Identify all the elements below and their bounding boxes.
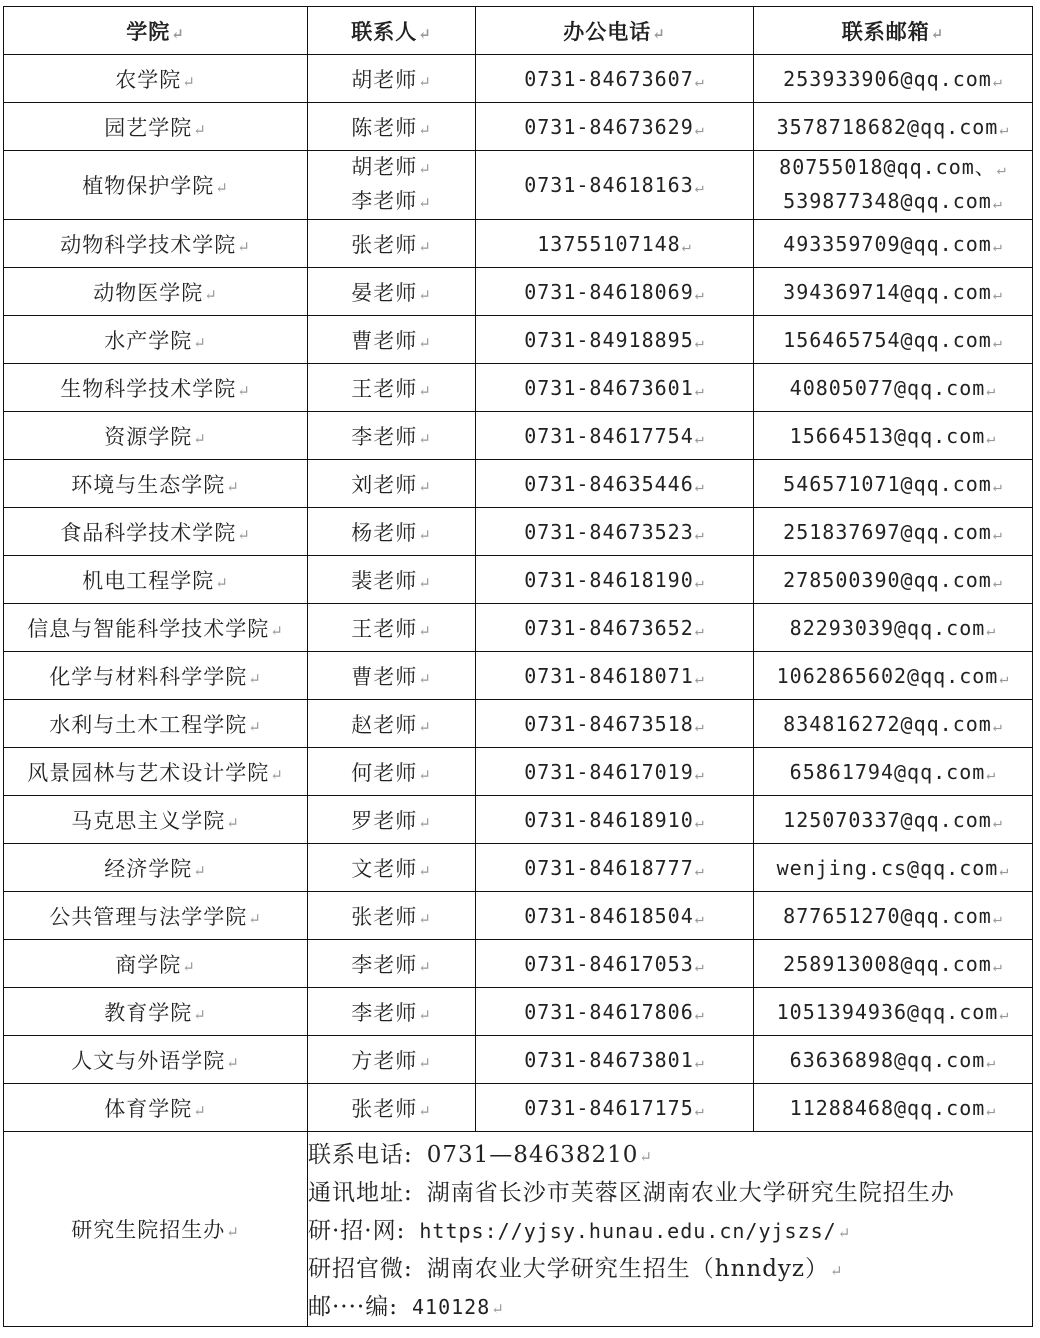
email-cell: 40805077@qq.com↵ bbox=[754, 364, 1033, 412]
college-cell: 食品科学技术学院↵ bbox=[4, 508, 308, 556]
contact-cell: 陈老师↵ bbox=[308, 103, 476, 151]
phone-cell: 0731-84673601↵ bbox=[476, 364, 754, 412]
contact-cell: 何老师↵ bbox=[308, 748, 476, 796]
phone-cell: 0731-84618071↵ bbox=[476, 652, 754, 700]
table-row bbox=[4, 844, 1033, 892]
contact-cell: 李老师↵ bbox=[308, 988, 476, 1036]
table-row bbox=[4, 151, 1033, 220]
contact-cell: 刘老师↵ bbox=[308, 460, 476, 508]
table-row bbox=[4, 316, 1033, 364]
email-cell: 80755018@qq.com、↵ 539877348@qq.com↵ bbox=[754, 151, 1033, 220]
email-cell: 251837697@qq.com↵ bbox=[754, 508, 1033, 556]
office-info-line: 联系电话: 0731—84638210↵ bbox=[308, 1136, 1032, 1174]
header-row bbox=[4, 7, 1033, 55]
table-row bbox=[4, 796, 1033, 844]
office-info-value: 湖南农业大学研究生招生（hnndyz） bbox=[426, 1256, 830, 1282]
phone-cell: 0731-84617053↵ bbox=[476, 940, 754, 988]
contact-cell: 王老师↵ bbox=[308, 364, 476, 412]
header-college: 学院↵ bbox=[4, 7, 308, 55]
phone-cell: 0731-84673607↵ bbox=[476, 55, 754, 103]
office-info-label: 研招官微: bbox=[308, 1256, 413, 1282]
table-row bbox=[4, 220, 1033, 268]
college-cell: 信息与智能科学技术学院↵ bbox=[4, 604, 308, 652]
college-cell: 环境与生态学院↵ bbox=[4, 460, 308, 508]
college-cell: 动物医学院↵ bbox=[4, 268, 308, 316]
college-cell: 园艺学院↵ bbox=[4, 103, 308, 151]
table-row bbox=[4, 364, 1033, 412]
contact-cell: 张老师↵ bbox=[308, 220, 476, 268]
email-cell: 65861794@qq.com↵ bbox=[754, 748, 1033, 796]
contact-cell: 文老师↵ bbox=[308, 844, 476, 892]
phone-cell: 0731-84635446↵ bbox=[476, 460, 754, 508]
college-cell: 水产学院↵ bbox=[4, 316, 308, 364]
contact-table bbox=[3, 6, 1033, 1327]
email-cell: 877651270@qq.com↵ bbox=[754, 892, 1033, 940]
header-contact: 联系人↵ bbox=[308, 7, 476, 55]
phone-cell: 0731-84618504↵ bbox=[476, 892, 754, 940]
email-cell: 253933906@qq.com↵ bbox=[754, 55, 1033, 103]
email-cell: 394369714@qq.com↵ bbox=[754, 268, 1033, 316]
college-cell: 资源学院↵ bbox=[4, 412, 308, 460]
email-cell: 82293039@qq.com↵ bbox=[754, 604, 1033, 652]
table-row bbox=[4, 604, 1033, 652]
contact-cell: 方老师↵ bbox=[308, 1036, 476, 1084]
email-cell: 11288468@qq.com↵ bbox=[754, 1084, 1033, 1132]
college-cell: 风景园林与艺术设计学院↵ bbox=[4, 748, 308, 796]
email-cell: 1062865602@qq.com↵ bbox=[754, 652, 1033, 700]
email-cell: 546571071@qq.com↵ bbox=[754, 460, 1033, 508]
office-info-label: 邮····编: bbox=[308, 1294, 398, 1320]
phone-cell: 0731-84673518↵ bbox=[476, 700, 754, 748]
office-name-cell: 研究生院招生办↵ bbox=[4, 1132, 308, 1327]
phone-cell: 0731-84618190↵ bbox=[476, 556, 754, 604]
contact-cell: 曹老师↵ bbox=[308, 316, 476, 364]
email-cell: 156465754@qq.com↵ bbox=[754, 316, 1033, 364]
email-cell: 834816272@qq.com↵ bbox=[754, 700, 1033, 748]
email-cell: 1051394936@qq.com↵ bbox=[754, 988, 1033, 1036]
college-cell: 动物科学技术学院↵ bbox=[4, 220, 308, 268]
office-info-line: 研招官微: 湖南农业大学研究生招生（hnndyz）↵ bbox=[308, 1250, 1032, 1288]
phone-cell: 0731-84617175↵ bbox=[476, 1084, 754, 1132]
table-row bbox=[4, 1036, 1033, 1084]
contact-cell: 李老师↵ bbox=[308, 940, 476, 988]
table-row bbox=[4, 700, 1033, 748]
email-cell: 63636898@qq.com↵ bbox=[754, 1036, 1033, 1084]
phone-cell: 0731-84617754↵ bbox=[476, 412, 754, 460]
email-cell: 258913008@qq.com↵ bbox=[754, 940, 1033, 988]
contact-cell: 胡老师↵ 李老师↵ bbox=[308, 151, 476, 220]
table-row bbox=[4, 268, 1033, 316]
college-cell: 机电工程学院↵ bbox=[4, 556, 308, 604]
email-cell: 278500390@qq.com↵ bbox=[754, 556, 1033, 604]
office-info-cell bbox=[308, 1132, 1033, 1327]
contact-cell: 杨老师↵ bbox=[308, 508, 476, 556]
table-row bbox=[4, 748, 1033, 796]
phone-cell: 0731-84618777↵ bbox=[476, 844, 754, 892]
email-cell: 3578718682@qq.com↵ bbox=[754, 103, 1033, 151]
college-cell: 农学院↵ bbox=[4, 55, 308, 103]
college-cell: 公共管理与法学学院↵ bbox=[4, 892, 308, 940]
phone-cell: 0731-84618910↵ bbox=[476, 796, 754, 844]
office-info-value: 湖南省长沙市芙蓉区湖南农业大学研究生院招生办 bbox=[426, 1180, 955, 1206]
contact-cell: 曹老师↵ bbox=[308, 652, 476, 700]
phone-cell: 0731-84618069↵ bbox=[476, 268, 754, 316]
phone-cell: 0731-84673523↵ bbox=[476, 508, 754, 556]
contact-cell: 张老师↵ bbox=[308, 1084, 476, 1132]
contact-cell: 罗老师↵ bbox=[308, 796, 476, 844]
table-row bbox=[4, 556, 1033, 604]
college-cell: 马克思主义学院↵ bbox=[4, 796, 308, 844]
phone-cell: 13755107148↵ bbox=[476, 220, 754, 268]
phone-cell: 0731-84617806↵ bbox=[476, 988, 754, 1036]
office-info-label: 通讯地址: bbox=[308, 1180, 413, 1206]
table-row bbox=[4, 988, 1033, 1036]
table-row bbox=[4, 892, 1033, 940]
office-info-label: 研·招·网: bbox=[308, 1218, 406, 1244]
phone-cell: 0731-84673629↵ bbox=[476, 103, 754, 151]
college-cell: 生物科学技术学院↵ bbox=[4, 364, 308, 412]
college-cell: 水利与土木工程学院↵ bbox=[4, 700, 308, 748]
college-cell: 经济学院↵ bbox=[4, 844, 308, 892]
email-cell: wenjing.cs@qq.com↵ bbox=[754, 844, 1033, 892]
table-row bbox=[4, 55, 1033, 103]
table-row bbox=[4, 1084, 1033, 1132]
phone-cell: 0731-84918895↵ bbox=[476, 316, 754, 364]
office-info-value: 0731—84638210 bbox=[426, 1142, 639, 1168]
phone-cell: 0731-84673801↵ bbox=[476, 1036, 754, 1084]
office-row bbox=[4, 1132, 1033, 1327]
phone-cell: 0731-84617019↵ bbox=[476, 748, 754, 796]
table-row bbox=[4, 652, 1033, 700]
office-info-value: https://yjsy.hunau.edu.cn/yjszs/ bbox=[419, 1219, 837, 1243]
office-info-label: 联系电话: bbox=[308, 1142, 413, 1168]
office-info-line bbox=[308, 1174, 1032, 1212]
college-cell: 植物保护学院↵ bbox=[4, 151, 308, 220]
contact-cell: 裴老师↵ bbox=[308, 556, 476, 604]
table-row bbox=[4, 508, 1033, 556]
table-row bbox=[4, 940, 1033, 988]
college-cell: 人文与外语学院↵ bbox=[4, 1036, 308, 1084]
table-row bbox=[4, 412, 1033, 460]
college-cell: 化学与材料科学学院↵ bbox=[4, 652, 308, 700]
phone-cell: 0731-84618163↵ bbox=[476, 151, 754, 220]
office-info-value: 410128 bbox=[412, 1295, 491, 1319]
office-info-line: 邮····编: 410128↵ bbox=[308, 1288, 1032, 1326]
contact-cell: 胡老师↵ bbox=[308, 55, 476, 103]
contact-cell: 张老师↵ bbox=[308, 892, 476, 940]
contact-cell: 王老师↵ bbox=[308, 604, 476, 652]
contact-cell: 赵老师↵ bbox=[308, 700, 476, 748]
college-cell: 商学院↵ bbox=[4, 940, 308, 988]
college-cell: 教育学院↵ bbox=[4, 988, 308, 1036]
phone-cell: 0731-84673652↵ bbox=[476, 604, 754, 652]
office-info-line: 研·招·网: https://yjsy.hunau.edu.cn/yjszs/↵ bbox=[308, 1212, 1032, 1250]
email-cell: 493359709@qq.com↵ bbox=[754, 220, 1033, 268]
email-cell: 15664513@qq.com↵ bbox=[754, 412, 1033, 460]
table-row bbox=[4, 103, 1033, 151]
college-cell: 体育学院↵ bbox=[4, 1084, 308, 1132]
contact-cell: 晏老师↵ bbox=[308, 268, 476, 316]
contact-cell: 李老师↵ bbox=[308, 412, 476, 460]
header-phone: 办公电话↵ bbox=[476, 7, 754, 55]
email-cell: 125070337@qq.com↵ bbox=[754, 796, 1033, 844]
header-email: 联系邮箱↵ bbox=[754, 7, 1033, 55]
table-row bbox=[4, 460, 1033, 508]
